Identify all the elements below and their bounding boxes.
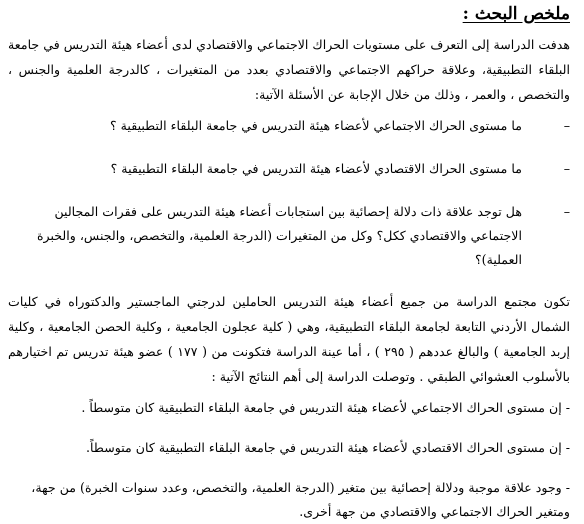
list-dash: – xyxy=(563,161,570,176)
question-item xyxy=(8,157,570,181)
question-text: هل توجد علاقة ذات دلالة إحصائية بين استجابات أعضاء هيئة التدريس على فقرات المجالين الاجتماعي والاقتصادي ككل؟ وكل من المتغيرات (الدرجة العلمية، والتخصص، والجنس، والخبرة العملية)؟ xyxy=(36,204,522,267)
result-item: - وجود علاقة موجبة ودلالة إحصائية بين متغير (الدرجة العلمية، والتخصص، وعدد سنوات الخبرة) من جهة، ومتغير الحراك الاجتماعي والاقتصادي من جهة أخرى. xyxy=(31,480,570,519)
result-item: - إن مستوى الحراك الاقتصادي لأعضاء هيئة التدريس في جامعة البلقاء التطبيقية كان متوسطاً. xyxy=(86,440,570,455)
question-item xyxy=(8,200,570,272)
question-text: ما مستوى الحراك الاقتصادي لأعضاء هيئة التدريس في جامعة البلقاء التطبيقية ؟ xyxy=(110,161,522,176)
list-dash: – xyxy=(563,118,570,133)
list-dash: – xyxy=(563,204,570,219)
result-item: - إن مستوى الحراك الاجتماعي لأعضاء هيئة التدريس في جامعة البلقاء التطبيقية كان متوسطاً . xyxy=(81,400,570,415)
abstract-title: ملخص البحث : xyxy=(462,4,570,24)
results-list xyxy=(8,396,570,524)
population-paragraph: تكون مجتمع الدراسة من جميع أعضاء هيئة التدريس الحاملين لدرجتي الماجستير والدكتوراه في كليات الشمال الأردني التابعة لجامعة البلقاء التطبيقية، وهي ( كلية عجلون الجامعية ، وكلية الحصن الجامعية ، وكلية إربد الجامعية ) والبالغ عددهم ( ٢٩٥ ) ، أما عينة الدراسة فتكونت من ( ١٧٧ ) عضو هيئة تدريس تم اختيارهم بالأسلوب العشوائي الطبقي . وتوصلت الدراسة إلى أهم النتائج الآتية : xyxy=(8,294,570,384)
question-text: ما مستوى الحراك الاجتماعي لأعضاء هيئة التدريس في جامعة البلقاء التطبيقية ؟ xyxy=(109,118,522,133)
intro-paragraph: هدفت الدراسة إلى التعرف على مستويات الحراك الاجتماعي والاقتصادي لدى أعضاء هيئة التدريس في جامعة البلقاء التطبيقية، وعلاقة حراكهم الاجتماعي والاقتصادي بعدد من المتغيرات ، كالدرجة العلمية والجنس ، والتخصص ، والعمر ، وذلك من خلال الإجابة عن الأسئلة الآتية: xyxy=(8,37,570,102)
questions-list xyxy=(8,114,570,272)
question-item xyxy=(8,114,570,138)
